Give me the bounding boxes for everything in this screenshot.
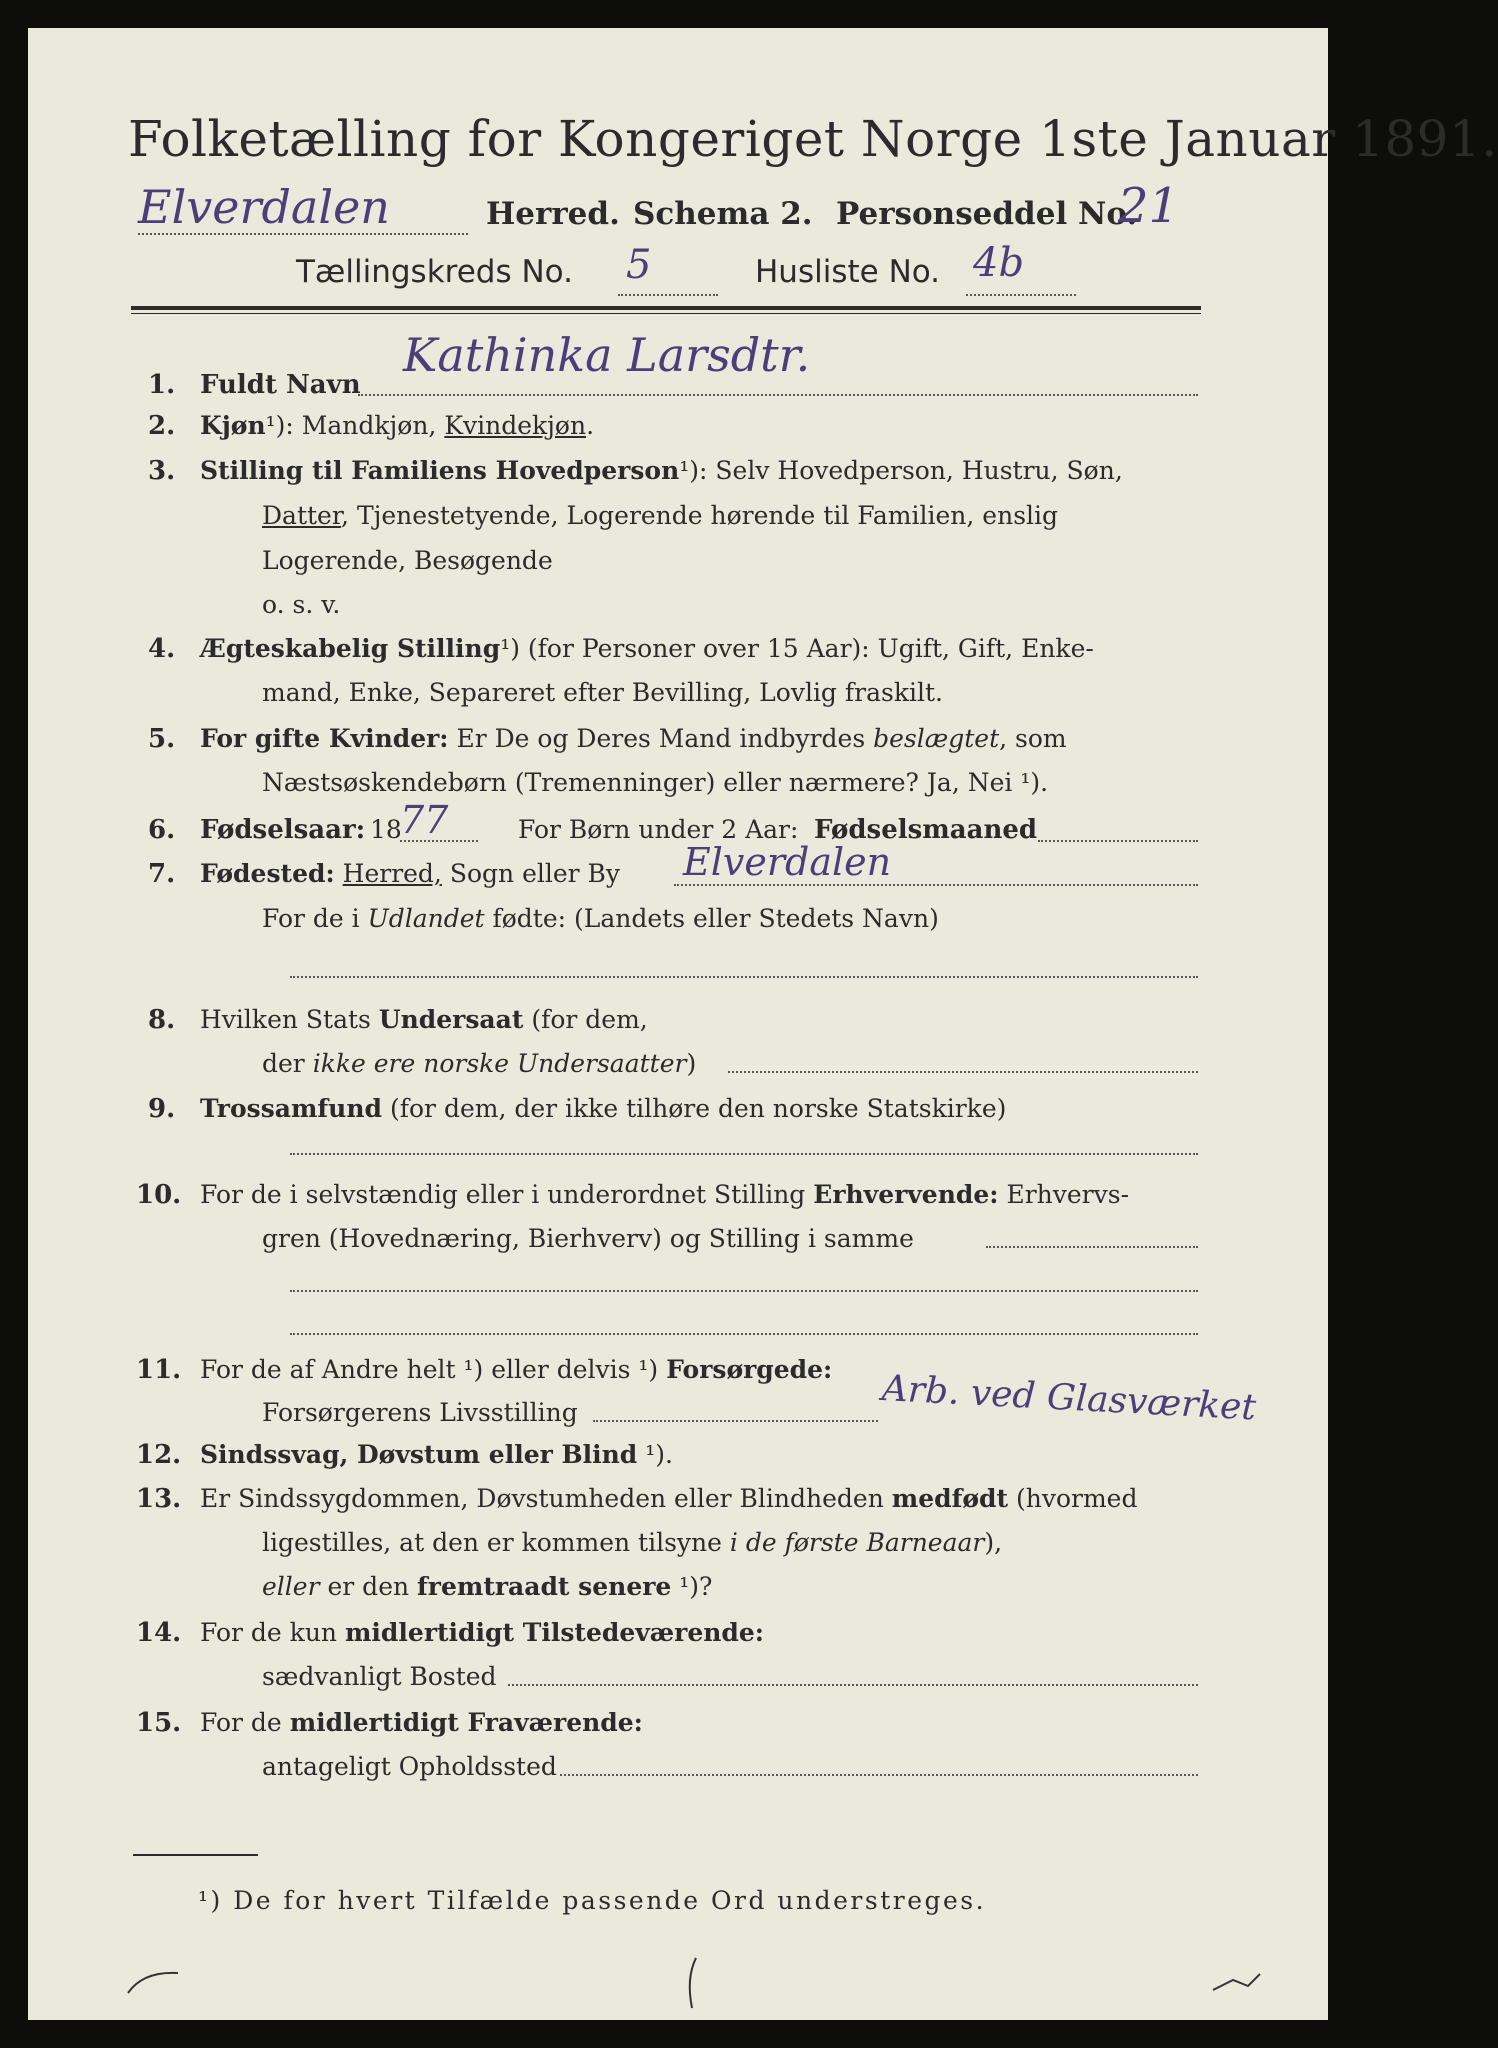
q13-line3	[262, 1572, 712, 1601]
q9-line1	[200, 1094, 1006, 1123]
herred-value: Elverdalen	[138, 180, 390, 234]
q4-number: 4.	[148, 634, 176, 664]
husliste-dotline	[966, 294, 1076, 296]
q8-label-a: Hvilken Stats	[200, 1005, 379, 1034]
q15-line1	[200, 1708, 643, 1737]
q10-l1a: For de i selvstændig eller i underordnet Stilling	[200, 1180, 814, 1209]
q10-number: 10.	[136, 1180, 182, 1210]
q3-label: Stilling til Familiens Hovedperson	[200, 456, 680, 485]
q6-value: 77	[400, 798, 449, 842]
q6-number: 6.	[148, 815, 176, 845]
q13-l2a: ligestilles, at den er kommen tilsyne	[262, 1528, 730, 1557]
q6-prefix: 18	[370, 815, 402, 844]
q15-dotline	[560, 1774, 1198, 1776]
q5-l1c: , som	[999, 724, 1067, 753]
q11-line2: Forsørgerens Livsstilling	[262, 1398, 578, 1427]
q6-mid: For Børn under 2 Aar:	[518, 815, 799, 844]
q8-label-b: Undersaat	[378, 1005, 524, 1034]
q3-line3: Logerende, Besøgende	[262, 546, 553, 575]
q4-l1: ¹) (for Personer over 15 Aar): Ugift, Gift, Enke-	[500, 634, 1094, 663]
q11-l1a: For de af Andre helt ¹) eller delvis ¹)	[200, 1355, 667, 1384]
q6-year-dotline	[400, 840, 478, 842]
kreds-value: 5	[626, 242, 652, 288]
q10-line1	[200, 1180, 1129, 1209]
q7-l2b: Udlandet	[367, 904, 485, 933]
q13-l3c: fremtraadt senere	[417, 1572, 672, 1601]
q10-l1b: Erhvervende:	[813, 1180, 999, 1209]
q7-dotline	[674, 884, 1198, 886]
q8-line2	[262, 1049, 696, 1078]
q9-number: 9.	[148, 1094, 176, 1124]
header-rule-thick	[131, 306, 1201, 310]
footnote: ¹) De for hvert Tilfælde passende Ord understreges.	[198, 1886, 987, 1915]
q3-selected: Datter	[262, 501, 342, 530]
husliste-value: 4b	[973, 240, 1025, 286]
q7-line2	[262, 904, 939, 933]
husliste-label: Husliste No.	[755, 254, 941, 290]
q11-line1	[200, 1355, 832, 1384]
q13-l3b: er den	[319, 1572, 418, 1601]
center-mark	[678, 1953, 708, 2013]
q13-l2b: i de første Barneaar	[729, 1528, 985, 1557]
q13-l2c: ),	[984, 1528, 1003, 1557]
q7-number: 7.	[148, 859, 176, 889]
q6-label: Fødselsaar:	[200, 815, 366, 845]
kreds-label: Tællingskreds No.	[296, 254, 573, 290]
personseddel-label: Personseddel No.	[836, 196, 1138, 232]
q4-line1	[200, 634, 1094, 663]
schema-label: Schema 2.	[633, 196, 813, 232]
q7-label: Fødested:	[200, 859, 335, 888]
q13-number: 13.	[136, 1484, 182, 1514]
q7-l2a: For de i	[262, 904, 368, 933]
q13-l1c: (hvormed	[1008, 1484, 1138, 1513]
q8-line1	[200, 1005, 648, 1034]
q8-label-c: (for dem,	[523, 1005, 648, 1034]
q11-l1b: Forsørgede:	[666, 1355, 833, 1384]
q14-line1	[200, 1618, 764, 1647]
q15-number: 15.	[136, 1708, 182, 1738]
q3-l1: ¹): Selv Hovedperson, Hustru, Søn,	[679, 456, 1123, 485]
q13-l1a: Er Sindssygdommen, Døvstumheden eller Blindheden	[200, 1484, 892, 1513]
kreds-dotline	[618, 294, 718, 296]
q15-l1a: For de	[200, 1708, 290, 1737]
q5-line2: Næstsøskendebørn (Tremenninger) eller nærmere? Ja, Nei ¹).	[262, 768, 1049, 797]
header-rule-thin	[131, 313, 1201, 314]
q5-number: 5.	[148, 724, 176, 754]
q8-l2a: der	[262, 1049, 313, 1078]
q7-foreign-dotline	[290, 976, 1198, 978]
q12-rest: ¹).	[637, 1440, 673, 1469]
q4-line2: mand, Enke, Separeret efter Bevilling, Lovlig fraskilt.	[262, 678, 943, 707]
q1-label: Fuldt Navn	[200, 370, 361, 400]
q1-value: Kathinka Larsdtr.	[403, 328, 811, 382]
q11-dotline	[593, 1420, 878, 1422]
census-form	[28, 28, 1498, 2020]
form-title: Folketælling for Kongeriget Norge 1ste Januar 1891.	[128, 110, 1498, 168]
q5-line1	[200, 724, 1067, 753]
q11-number: 11.	[136, 1355, 182, 1385]
q5-l1a: Er De og Deres Mand indbyrdes	[448, 724, 874, 753]
q1-dotline	[358, 394, 1198, 396]
q12-number: 12.	[136, 1440, 182, 1470]
corner-mark-left	[123, 1963, 193, 2003]
corner-mark-right	[1208, 1968, 1268, 1998]
q7-selected: Herred,	[342, 859, 442, 888]
q3-line2	[262, 501, 1058, 530]
q2-rest: ¹): Mandkjøn,	[265, 411, 445, 440]
q8-l2c: )	[686, 1049, 697, 1078]
q9-dotline	[290, 1153, 1198, 1155]
q13-l1b: medfødt	[891, 1484, 1009, 1513]
q10-extra-dotline-2	[290, 1333, 1198, 1335]
q7-rest: Sogn eller By	[441, 859, 621, 888]
q5-label: For gifte Kvinder:	[200, 724, 449, 753]
q7-l2c: fødte: (Landets eller Stedets Navn)	[484, 904, 939, 933]
q10-line2: gren (Hovednæring, Bierhverv) og Stilling i samme	[262, 1224, 914, 1253]
q14-l1b: midlertidigt Tilstedeværende:	[344, 1618, 765, 1647]
q12-label: Sindssvag, Døvstum eller Blind	[200, 1440, 638, 1469]
herred-dotline	[138, 233, 468, 235]
q3-line1	[200, 456, 1123, 485]
q15-line2: antageligt Opholdssted	[262, 1752, 557, 1781]
q11-value: Arb. ved Glasværket	[880, 1368, 1257, 1429]
q8-l2b: ikke ere norske Undersaatter	[312, 1049, 687, 1078]
herred-label: Herred.	[486, 196, 620, 232]
q15-l1b: midlertidigt Fraværende:	[289, 1708, 643, 1737]
personseddel-value: 21	[1118, 178, 1180, 234]
q10-l1c: Erhvervs-	[998, 1180, 1130, 1209]
q3-number: 3.	[148, 456, 176, 486]
q8-number: 8.	[148, 1005, 176, 1035]
q6-month-dotline	[1038, 840, 1198, 842]
q14-number: 14.	[136, 1618, 182, 1648]
q9-label: Trossamfund	[200, 1094, 383, 1123]
q4-label: Ægteskabelig Stilling	[200, 634, 501, 663]
q2-label: Kjøn	[200, 411, 266, 440]
q7-value: Elverdalen	[683, 840, 892, 884]
q1-number: 1.	[148, 370, 176, 400]
q14-l1a: For de kun	[200, 1618, 345, 1647]
q8-dotline	[728, 1071, 1198, 1073]
q9-rest: (for dem, der ikke tilhøre den norske Statskirke)	[389, 1094, 1007, 1123]
q13-line1	[200, 1484, 1137, 1513]
q2-selected: Kvindekjøn	[444, 411, 587, 440]
q13-line2	[262, 1528, 1002, 1557]
q2-tail: .	[586, 411, 595, 440]
q13-l3a: eller	[262, 1572, 320, 1601]
q2-number: 2.	[148, 411, 176, 441]
q10-dotline	[986, 1246, 1198, 1248]
q14-dotline	[508, 1684, 1198, 1686]
q14-line2: sædvanligt Bosted	[262, 1662, 497, 1691]
q3-line4: o. s. v.	[262, 590, 341, 619]
q12-line1	[200, 1440, 673, 1469]
q5-l1b: beslægtet	[873, 724, 1000, 753]
q13-l3d: ¹)?	[671, 1572, 713, 1601]
q7-line1	[200, 859, 620, 888]
q3-l2b: , Tjenestetyende, Logerende hørende til Familien, enslig	[341, 501, 1059, 530]
footnote-rule	[133, 1854, 258, 1856]
q10-extra-dotline-1	[290, 1290, 1198, 1292]
q6-mid-label: Fødselsmaaned	[814, 815, 1038, 845]
q2-line	[200, 411, 594, 440]
